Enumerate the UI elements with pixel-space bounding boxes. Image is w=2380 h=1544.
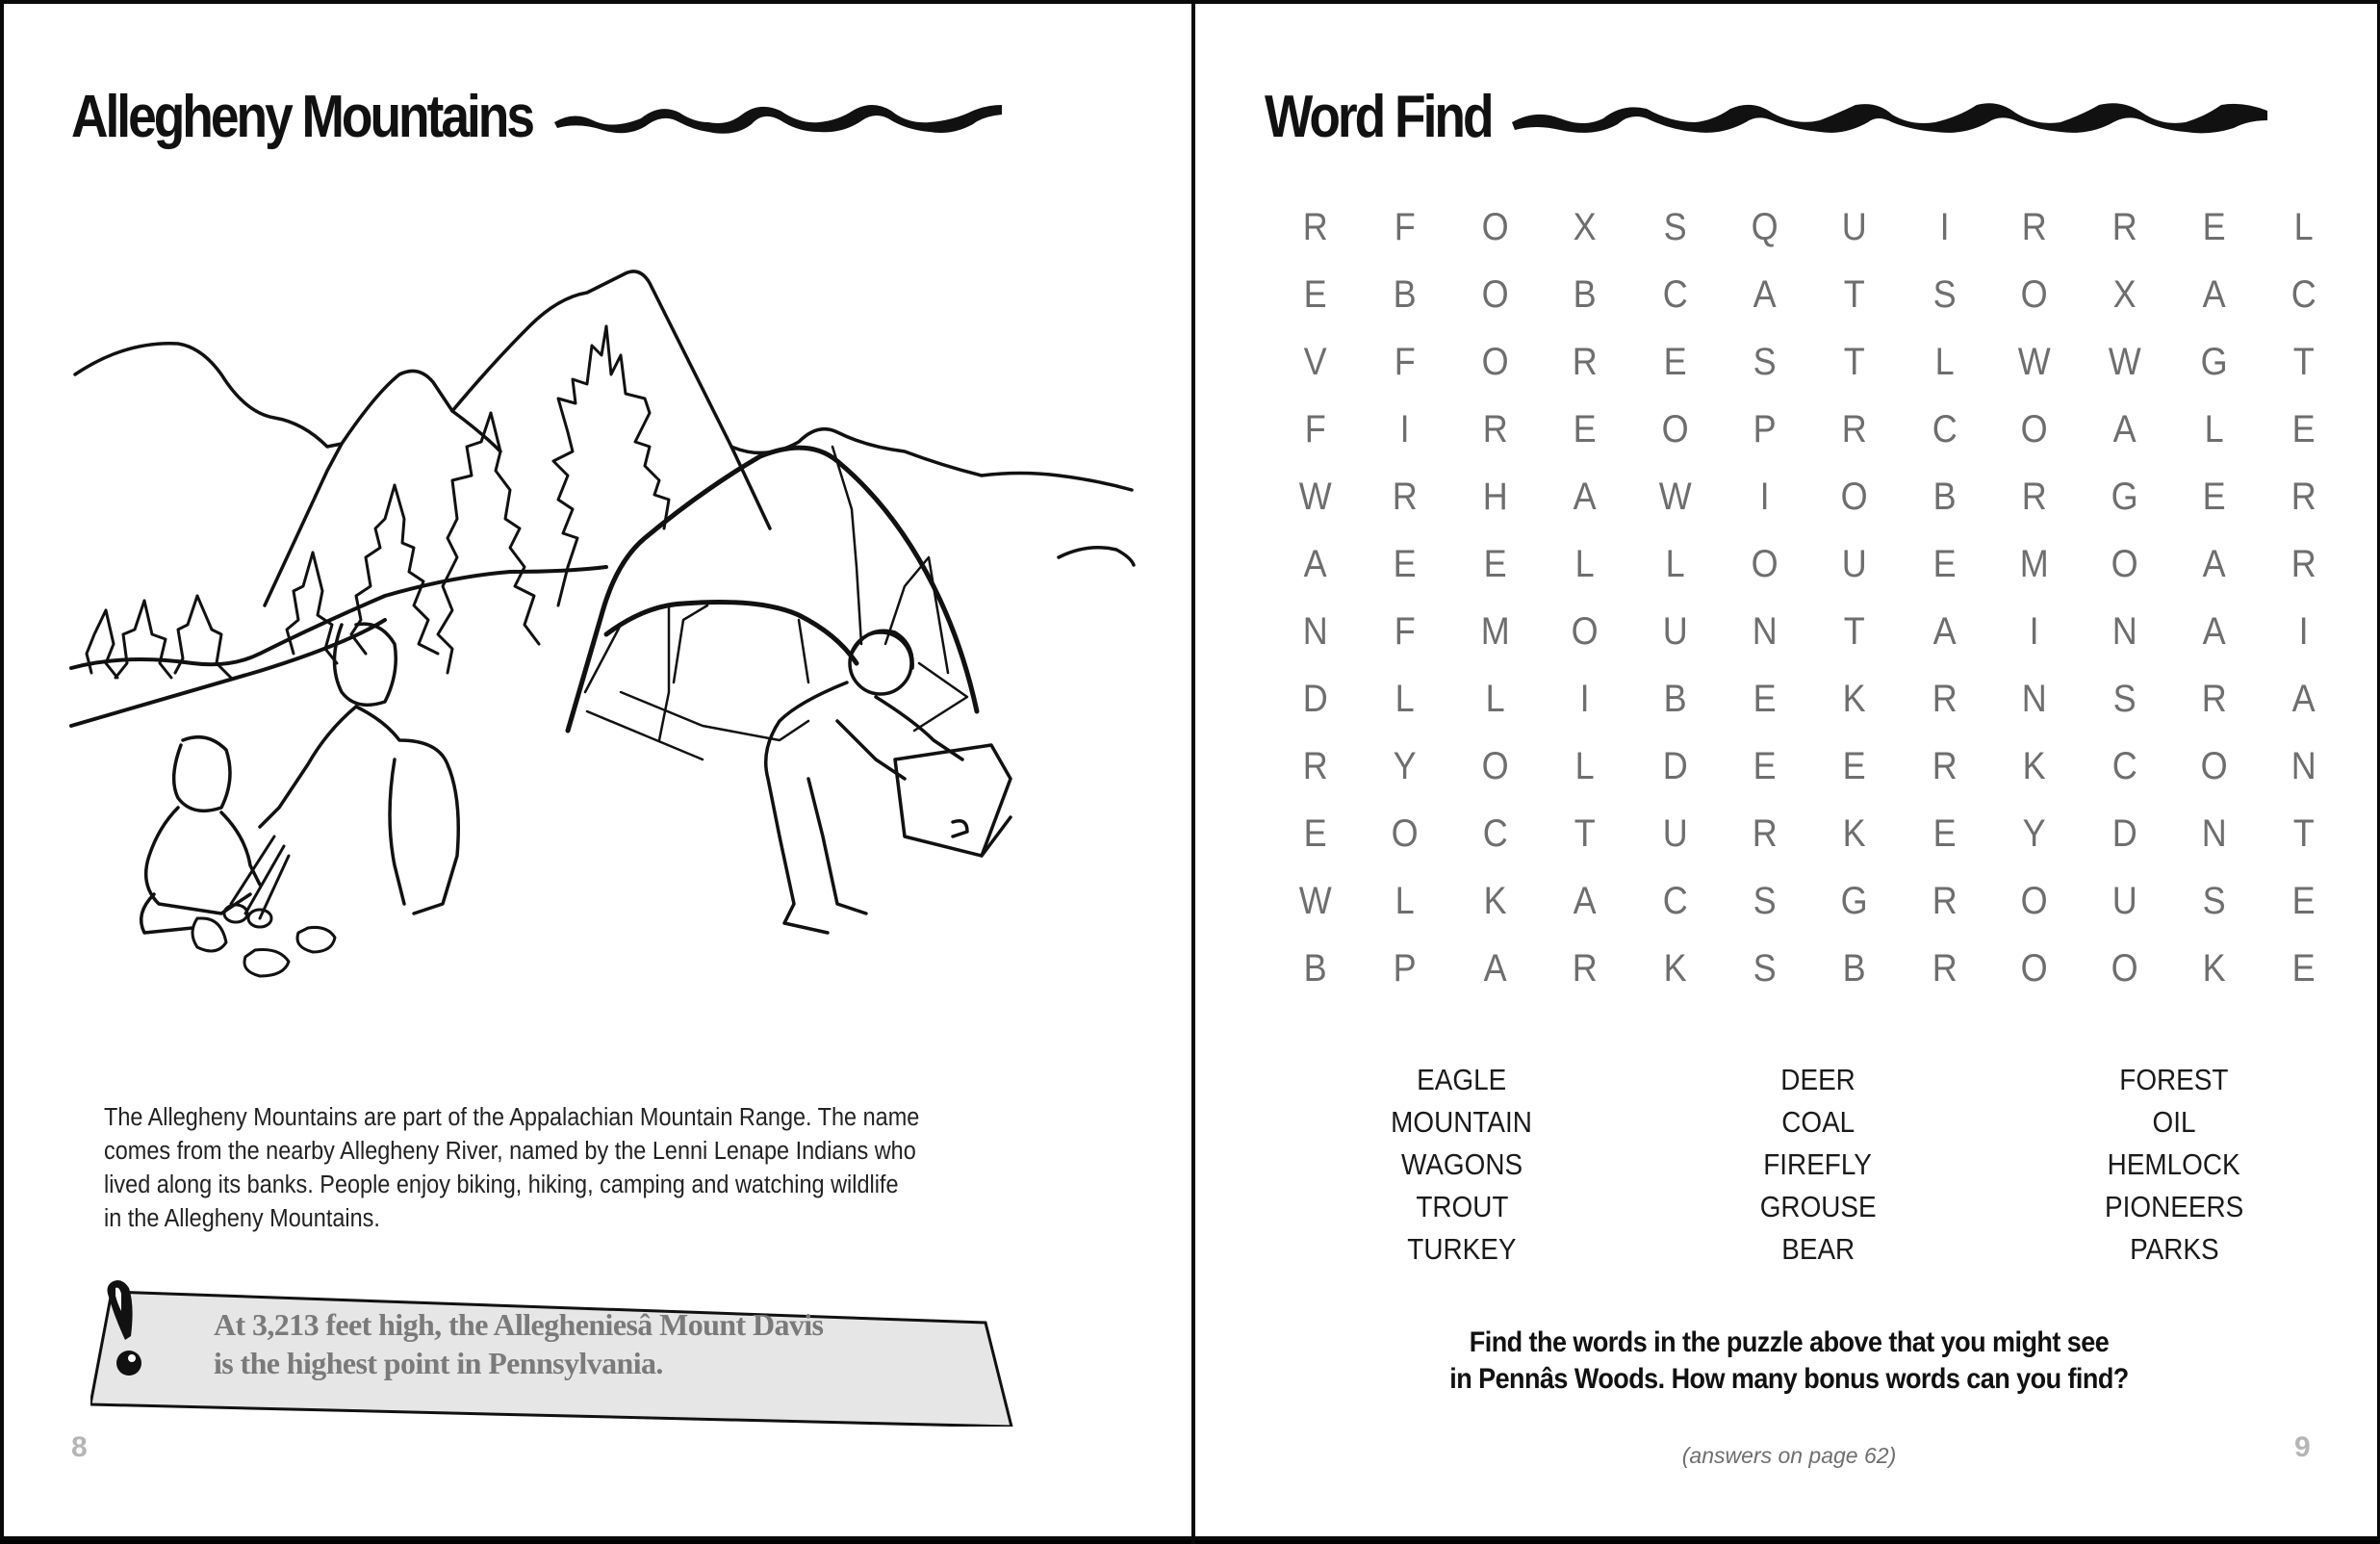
word-list-item: BEAR xyxy=(1781,1232,1855,1266)
puzzle-instructions xyxy=(1255,1325,2323,1398)
grid-letter-cell[interactable]: W xyxy=(1658,476,1692,518)
grid-letter-cell[interactable]: A xyxy=(2202,273,2226,316)
grid-letter-cell[interactable]: E xyxy=(2202,206,2226,248)
camping-illustration xyxy=(67,240,1136,1048)
grid-letter-cell[interactable]: W xyxy=(1298,476,1332,518)
word-list-item: MOUNTAIN xyxy=(1391,1105,1533,1139)
grid-letter-cell[interactable]: O xyxy=(1481,273,1509,316)
grid-letter-cell[interactable]: B xyxy=(1932,476,1957,518)
tent-poles-drawing xyxy=(585,447,967,759)
grid-letter-cell[interactable]: D xyxy=(1662,745,1688,787)
grid-letter-cell[interactable]: Y xyxy=(1394,745,1418,787)
grid-letter-cell[interactable]: F xyxy=(1395,610,1417,653)
grid-letter-cell[interactable]: B xyxy=(1843,947,1867,990)
page-number-right: 9 xyxy=(2294,1431,2311,1463)
grid-letter-cell[interactable]: G xyxy=(2200,341,2228,383)
grid-letter-cell[interactable]: G xyxy=(2111,476,2138,518)
grid-letter-cell[interactable]: M xyxy=(2019,543,2049,585)
grid-letter-cell[interactable]: R xyxy=(2111,206,2137,248)
grid-letter-cell[interactable]: E xyxy=(1483,543,1507,585)
word-column xyxy=(1996,1059,2352,1271)
grid-letter-cell[interactable]: A xyxy=(1753,273,1777,316)
word-column xyxy=(1284,1059,1640,1271)
word-list-item: FIREFLY xyxy=(1763,1147,1873,1181)
grid-letter-cell[interactable]: E xyxy=(2291,408,2316,450)
grid-letter-cell[interactable]: L xyxy=(2293,206,2314,248)
word-list-item: DEER xyxy=(1780,1063,1855,1096)
left-page xyxy=(4,4,1191,1544)
word-list-item: COAL xyxy=(1781,1105,1855,1139)
grid-letter-cell[interactable]: E xyxy=(1573,408,1597,450)
wave-divider-icon xyxy=(550,93,1011,142)
grid-letter-cell[interactable]: V xyxy=(1303,341,1327,383)
grid-letter-cell[interactable]: O xyxy=(2200,745,2228,787)
grid-letter-cell[interactable]: A xyxy=(2202,610,2226,653)
grid-letter-cell[interactable]: Q xyxy=(1751,206,1779,248)
grid-letter-cell[interactable]: K xyxy=(1663,947,1687,990)
grid-letter-cell[interactable]: U xyxy=(2111,880,2137,922)
grid-letter-cell[interactable]: E xyxy=(2291,947,2316,990)
grid-letter-cell[interactable]: I xyxy=(1759,476,1770,518)
grid-letter-cell[interactable]: E xyxy=(1753,745,1777,787)
grid-letter-cell[interactable]: T xyxy=(1844,341,1866,383)
grid-letter-cell[interactable]: F xyxy=(1395,341,1417,383)
word-list-item: PIONEERS xyxy=(2104,1190,2244,1223)
grid-letter-cell[interactable]: I xyxy=(1400,408,1411,450)
grid-letter-cell[interactable]: R xyxy=(1572,947,1598,990)
grid-letter-cell[interactable]: A xyxy=(1932,610,1957,653)
grid-letter-cell[interactable]: G xyxy=(1841,880,1869,922)
grid-letter-cell[interactable]: I xyxy=(2029,610,2039,653)
grid-letter-cell[interactable]: F xyxy=(1304,408,1326,450)
body-line: lived along its banks. People enjoy biking, hiking, camping and watching wildlife xyxy=(104,1171,899,1198)
grid-letter-cell[interactable]: L xyxy=(1934,341,1955,383)
grid-letter-cell[interactable]: R xyxy=(1393,476,1419,518)
grid-letter-cell[interactable]: S xyxy=(1753,341,1777,383)
grid-letter-cell[interactable]: H xyxy=(1482,476,1508,518)
page-title: Word Find xyxy=(1265,84,1492,150)
page-title: Allegheny Mountains xyxy=(71,84,533,150)
grid-letter-cell[interactable]: R xyxy=(1842,408,1868,450)
grid-letter-cell[interactable]: L xyxy=(1665,543,1685,585)
grid-letter-cell[interactable]: C xyxy=(1482,812,1508,855)
grid-letter-cell[interactable]: C xyxy=(2290,273,2316,316)
grid-letter-cell[interactable]: L xyxy=(2204,408,2224,450)
grid-letter-cell[interactable]: S xyxy=(1753,880,1777,922)
grid-letter-cell[interactable]: K xyxy=(2022,745,2046,787)
grid-letter-cell[interactable]: A xyxy=(2112,408,2137,450)
grid-letter-cell[interactable]: L xyxy=(1485,678,1505,720)
grid-letter-cell[interactable]: O xyxy=(2020,880,2048,922)
grid-letter-cell[interactable]: T xyxy=(2292,812,2315,855)
grid-letter-cell[interactable]: S xyxy=(1753,947,1777,990)
grid-letter-cell[interactable]: O xyxy=(2111,947,2138,990)
grid-letter-cell[interactable]: R xyxy=(1932,678,1958,720)
grid-letter-cell[interactable]: E xyxy=(1394,543,1418,585)
grid-letter-cell[interactable]: E xyxy=(1303,273,1327,316)
grid-letter-cell[interactable]: R xyxy=(2021,476,2047,518)
grid-letter-cell[interactable]: K xyxy=(2202,947,2226,990)
grid-letter-cell[interactable]: O xyxy=(1571,610,1599,653)
grid-letter-cell[interactable]: O xyxy=(1481,745,1509,787)
word-list-item: FOREST xyxy=(2119,1063,2229,1096)
grid-letter-cell[interactable]: U xyxy=(1842,543,1868,585)
grid-letter-cell[interactable]: S xyxy=(1932,273,1957,316)
left-page-heading xyxy=(71,79,1011,156)
grid-letter-cell[interactable]: X xyxy=(2112,273,2137,316)
grid-letter-cell[interactable]: W xyxy=(1298,880,1332,922)
grid-letter-cell[interactable]: S xyxy=(2202,880,2226,922)
grid-letter-cell[interactable]: E xyxy=(1753,678,1777,720)
grid-letter-cell[interactable]: I xyxy=(1579,678,1590,720)
grid-letter-cell[interactable]: R xyxy=(1932,947,1958,990)
grid-letter-cell[interactable]: X xyxy=(1573,206,1597,248)
body-line: comes from the nearby Allegheny River, named by the Lenni Lenape Indians who xyxy=(104,1138,916,1165)
grid-letter-cell[interactable]: S xyxy=(2112,678,2137,720)
grid-letter-cell[interactable]: O xyxy=(1481,206,1509,248)
grid-letter-cell[interactable]: O xyxy=(1481,341,1509,383)
page-number-left: 8 xyxy=(71,1431,88,1463)
grid-letter-cell[interactable]: U xyxy=(1842,206,1868,248)
grid-letter-cell[interactable]: L xyxy=(1395,678,1416,720)
grid-letter-cell[interactable]: R xyxy=(2021,206,2047,248)
word-list-item: HEMLOCK xyxy=(2108,1147,2240,1181)
callout-text xyxy=(214,1305,823,1382)
grid-letter-cell[interactable]: C xyxy=(1662,273,1688,316)
grid-letter-cell[interactable]: U xyxy=(1662,812,1688,855)
grid-letter-cell[interactable]: O xyxy=(1841,476,1869,518)
word-list-item: PARKS xyxy=(2129,1232,2219,1266)
tent-drawing xyxy=(568,448,977,731)
grid-letter-cell[interactable]: T xyxy=(1844,610,1866,653)
campfire-drawing xyxy=(192,836,335,976)
grid-letter-cell[interactable]: R xyxy=(2201,678,2227,720)
grid-letter-cell[interactable]: N xyxy=(1302,610,1328,653)
grid-letter-cell[interactable]: R xyxy=(1572,341,1598,383)
grid-letter-cell[interactable]: S xyxy=(1663,206,1687,248)
grid-letter-cell[interactable]: E xyxy=(1303,812,1327,855)
grid-letter-cell[interactable]: R xyxy=(1302,206,1328,248)
word-list-item: EAGLE xyxy=(1417,1063,1507,1096)
grid-letter-cell[interactable]: A xyxy=(1573,476,1597,518)
word-column xyxy=(1640,1059,1996,1271)
grid-letter-cell[interactable]: C xyxy=(2111,745,2137,787)
grid-letter-cell[interactable]: N xyxy=(2201,812,2227,855)
grid-letter-cell[interactable]: O xyxy=(1392,812,1420,855)
instruction-line: in Pennâs Woods. How many bonus words can you find? xyxy=(1449,1363,2129,1395)
grid-letter-cell[interactable]: T xyxy=(1844,273,1866,316)
grid-letter-cell[interactable]: A xyxy=(1573,880,1597,922)
grid-letter-cell[interactable]: O xyxy=(1661,408,1689,450)
callout-line: is the highest point in Pennsylvania. xyxy=(214,1346,663,1380)
grid-letter-cell[interactable]: Y xyxy=(2022,812,2046,855)
boy-with-cooler-drawing xyxy=(766,630,1011,933)
grid-letter-cell[interactable]: O xyxy=(2020,947,2048,990)
grid-letter-cell[interactable]: P xyxy=(1753,408,1777,450)
grid-letter-cell[interactable]: B xyxy=(1394,273,1418,316)
grid-letter-cell[interactable]: B xyxy=(1663,678,1687,720)
grid-letter-cell[interactable]: R xyxy=(1932,880,1958,922)
grid-letter-cell[interactable]: A xyxy=(1483,947,1507,990)
grid-letter-cell[interactable]: K xyxy=(1483,880,1507,922)
word-list-item: WAGONS xyxy=(1400,1147,1523,1181)
grid-letter-cell[interactable]: L xyxy=(1574,745,1595,787)
mountains-drawing xyxy=(75,271,1134,605)
grid-letter-cell[interactable]: E xyxy=(1663,341,1687,383)
grid-letter-cell[interactable]: I xyxy=(1939,206,1950,248)
body-line: in the Allegheny Mountains. xyxy=(104,1205,380,1232)
grid-letter-cell[interactable]: N xyxy=(2021,678,2047,720)
instruction-line: Find the words in the puzzle above that you might see xyxy=(1469,1326,2110,1358)
grid-letter-cell[interactable]: R xyxy=(1932,745,1958,787)
grid-letter-cell[interactable]: O xyxy=(1751,543,1779,585)
grid-letter-cell[interactable]: E xyxy=(1843,745,1867,787)
grid-letter-cell[interactable]: L xyxy=(1574,543,1595,585)
grid-letter-cell[interactable]: O xyxy=(2020,408,2048,450)
exclamation-icon xyxy=(100,1276,167,1382)
grid-letter-cell[interactable]: N xyxy=(1752,610,1778,653)
grid-letter-cell[interactable]: W xyxy=(2017,341,2051,383)
grid-letter-cell[interactable]: E xyxy=(1932,543,1957,585)
word-search-grid[interactable] xyxy=(1270,201,2349,1010)
grid-letter-cell[interactable]: D xyxy=(1302,678,1328,720)
body-paragraph xyxy=(104,1101,1105,1236)
grid-letter-cell[interactable]: R xyxy=(1752,812,1778,855)
grid-letter-cell[interactable]: N xyxy=(2290,745,2316,787)
campers-at-fire-drawing xyxy=(141,624,459,933)
word-list-item: TROUT xyxy=(1415,1190,1509,1223)
grid-letter-cell[interactable]: A xyxy=(2202,543,2226,585)
word-list-item: GROUSE xyxy=(1759,1190,1877,1223)
grid-letter-cell[interactable]: E xyxy=(2291,880,2316,922)
callout-line: At 3,213 feet high, the Allegheniesâ Mount Davis xyxy=(214,1307,824,1342)
grid-letter-cell[interactable]: O xyxy=(2020,273,2048,316)
grid-letter-cell[interactable]: L xyxy=(1395,880,1416,922)
grid-letter-cell[interactable]: D xyxy=(2111,812,2137,855)
grid-letter-cell[interactable]: R xyxy=(2290,543,2316,585)
grid-letter-cell[interactable]: P xyxy=(1394,947,1418,990)
grid-letter-cell[interactable]: M xyxy=(1480,610,1510,653)
grid-letter-cell[interactable]: E xyxy=(2202,476,2226,518)
grid-letter-cell[interactable]: T xyxy=(1574,812,1596,855)
grid-letter-cell[interactable]: C xyxy=(1932,408,1958,450)
grid-letter-cell[interactable]: B xyxy=(1303,947,1327,990)
word-list-item: OIL xyxy=(2152,1105,2196,1139)
grid-letter-cell[interactable]: A xyxy=(1303,543,1327,585)
grid-letter-cell[interactable]: E xyxy=(1932,812,1957,855)
grid-letter-cell[interactable]: A xyxy=(2291,678,2316,720)
grid-letter-cell[interactable]: R xyxy=(1482,408,1508,450)
body-line: The Allegheny Mountains are part of the Appalachian Mountain Range. The name xyxy=(104,1104,920,1131)
fact-callout xyxy=(90,1263,1034,1427)
grid-letter-cell[interactable]: F xyxy=(1395,206,1417,248)
grid-letter-cell[interactable]: R xyxy=(2290,476,2316,518)
answers-note: (answers on page 62) xyxy=(1681,1443,1897,1468)
grid-letter-cell[interactable]: R xyxy=(1302,745,1328,787)
grid-letter-cell[interactable]: T xyxy=(2292,341,2315,383)
grid-letter-cell[interactable]: W xyxy=(2108,341,2141,383)
grid-letter-cell[interactable]: O xyxy=(2111,543,2138,585)
grid-letter-cell[interactable]: N xyxy=(2111,610,2137,653)
grid-letter-cell[interactable]: C xyxy=(1662,880,1688,922)
grid-letter-cell[interactable]: I xyxy=(2298,610,2309,653)
right-page-heading xyxy=(1265,79,2277,156)
grid-letter-cell[interactable]: U xyxy=(1662,610,1688,653)
wave-divider-icon xyxy=(1507,93,2277,142)
grid-letter-cell[interactable]: K xyxy=(1843,678,1867,720)
word-list xyxy=(1284,1059,2352,1271)
grid-letter-cell[interactable]: K xyxy=(1843,812,1867,855)
grid-letter-cell[interactable]: B xyxy=(1573,273,1597,316)
word-list-item: TURKEY xyxy=(1407,1232,1517,1266)
